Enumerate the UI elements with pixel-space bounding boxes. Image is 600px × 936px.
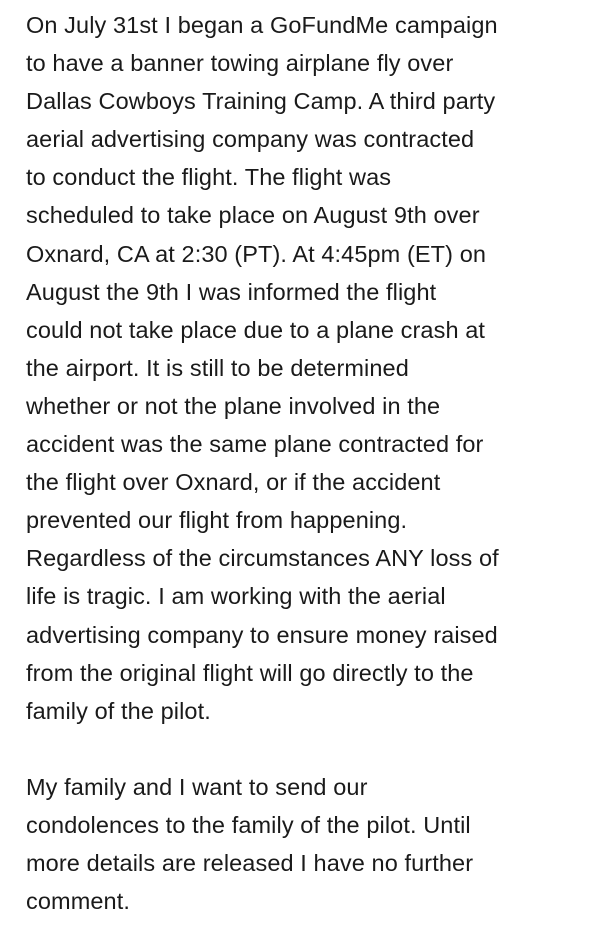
text-line: On July 31st I began a GoFundMe campaign [26,12,498,38]
text-line: Dallas Cowboys Training Camp. A third party [26,88,496,115]
text-line: to have a banner towing airplane fly over [26,50,454,77]
text-line: aerial advertising company was contracted [26,126,475,153]
text-line: advertising company to ensure money raised [26,621,498,648]
text-line: from the original flight will go directly to the [26,659,474,686]
text-line: prevented our flight from happening. [26,507,408,534]
text-line: family of the pilot. [26,697,211,724]
text-line: life is tragic. I am working with the aerial [26,583,446,610]
text-line: to conduct the flight. The flight was [26,164,392,191]
text-line: the airport. It is still to be determined [26,354,409,381]
text-line: whether or not the plane involved in the [26,392,441,419]
text-line: comment. [26,888,130,915]
text-line: My family and I want to send our [26,773,368,800]
text-line: condolences to the family of the pilot. Until [26,811,471,838]
text-line: the flight over Oxnard, or if the accident [26,469,441,496]
text-line: could not take place due to a plane crash at [26,316,486,343]
text-line: scheduled to take place on August 9th over [26,202,480,229]
paragraph-campaign-statement [26,6,586,730]
text-line: accident was the same plane contracted for [26,431,484,458]
text-line: Oxnard, CA at 2:30 (PT). At 4:45pm (ET) on [26,240,487,267]
text-line: Regardless of the circumstances ANY loss of [26,545,499,572]
paragraph-condolences [26,768,586,920]
text-line: August the 9th I was informed the flight [26,278,437,305]
text-line: more details are released I have no further [26,850,474,877]
